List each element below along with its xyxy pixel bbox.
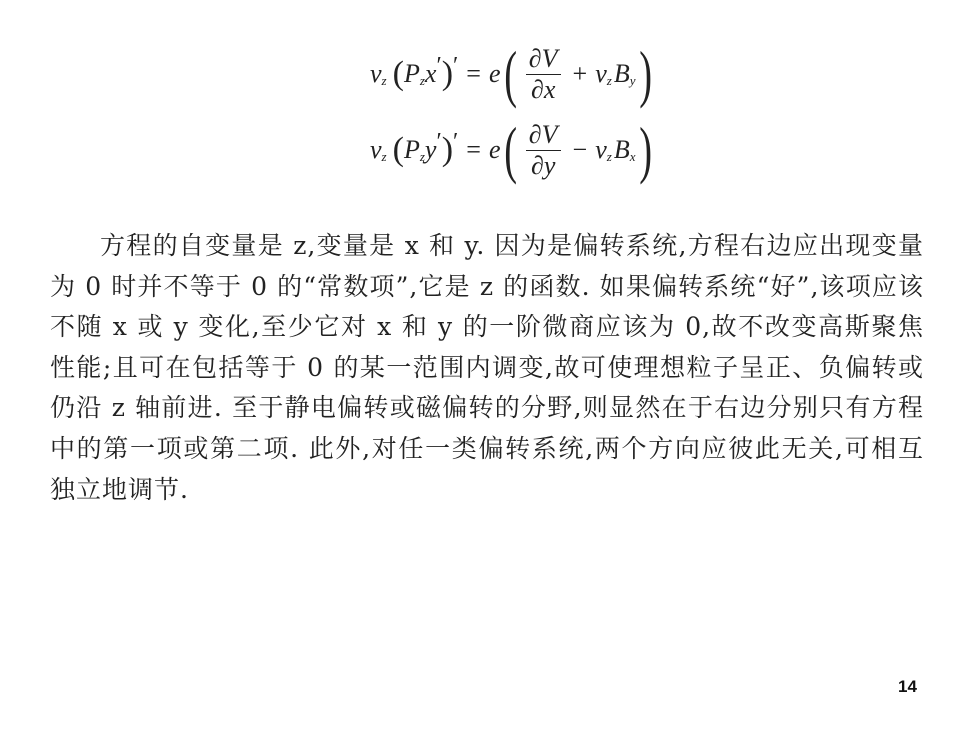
eq1-e: e [488, 59, 501, 88]
eq1-operator: + [572, 59, 588, 88]
eq1-lhs-v-sub: z [381, 72, 387, 88]
eq2-big-open-paren: ( [504, 114, 518, 185]
eq2-open-paren: ( [392, 131, 404, 168]
page-number: 14 [898, 677, 917, 696]
eq1-rhs-v: v [595, 59, 607, 88]
eq2-lhs-v-sub: z [381, 148, 387, 164]
eq1-B-sub: y [629, 72, 636, 88]
eq1-outer-prime: ′ [453, 53, 459, 79]
eq1-lhs-v: v [370, 59, 382, 88]
eq2-B: B [613, 135, 630, 164]
eq1-P-sub: z [419, 72, 425, 88]
eq2-denominator: ∂y [530, 150, 556, 180]
eq2-outer-prime: ′ [453, 129, 459, 155]
eq2-rhs-v-sub: z [606, 148, 612, 164]
eq1-numerator: ∂V [526, 46, 561, 75]
eq2-equals: = [466, 135, 481, 164]
eq2-rhs-v: v [595, 135, 607, 164]
eq1-rhs-v-sub: z [606, 72, 612, 88]
eq2-close-paren: ) [441, 131, 454, 168]
eq1-denominator: ∂x [530, 74, 556, 104]
eq1-var-prime: ′ [436, 53, 442, 79]
eq2-P: P [403, 135, 420, 164]
eq2-operator: − [572, 135, 588, 164]
eq1-big-close-paren: ) [639, 38, 653, 109]
equation-1 [0, 38, 980, 109]
eq1-B: B [613, 59, 630, 88]
eq2-numerator: ∂V [526, 122, 561, 151]
eq2-P-sub: z [419, 148, 425, 164]
eq1-equals: = [466, 59, 481, 88]
eq2-big-close-paren: ) [639, 114, 653, 185]
eq1-big-open-paren: ( [504, 38, 518, 109]
eq2-var: y [424, 135, 437, 164]
equation-2 [0, 114, 980, 185]
eq2-fraction [526, 119, 561, 180]
eq1-var: x [424, 59, 437, 88]
body-paragraph: 方程的自变量是 z,变量是 x 和 y. 因为是偏转系统,方程右边应出现变量为 0 时并不等于 0 的“常数项”,它是 z 的函数. 如果偏转系统“好”,该项应该不随 x 或 y 变化,至少它对 x 和 y 的一阶微商应该为 0,故不改变高斯聚焦性能;且可在包括等于 0 的某一范围内调变,故可使理想粒子呈正、负偏转或仍沿 z 轴前进. 至于静电偏转或磁偏转的分野,则显然在于右边分别只有方程中的第一项或第二项. 此外,对任一类偏转系统,两个方向应彼此无关,可相互独立地调节. [50, 231, 924, 504]
eq2-var-prime: ′ [436, 129, 442, 155]
eq1-fraction [526, 43, 561, 104]
eq1-close-paren: ) [441, 55, 454, 92]
eq1-P: P [403, 59, 420, 88]
eq2-lhs-v: v [370, 135, 382, 164]
body-text [50, 226, 924, 510]
eq2-e: e [488, 135, 501, 164]
eq2-B-sub: x [629, 148, 636, 164]
eq1-open-paren: ( [392, 55, 404, 92]
